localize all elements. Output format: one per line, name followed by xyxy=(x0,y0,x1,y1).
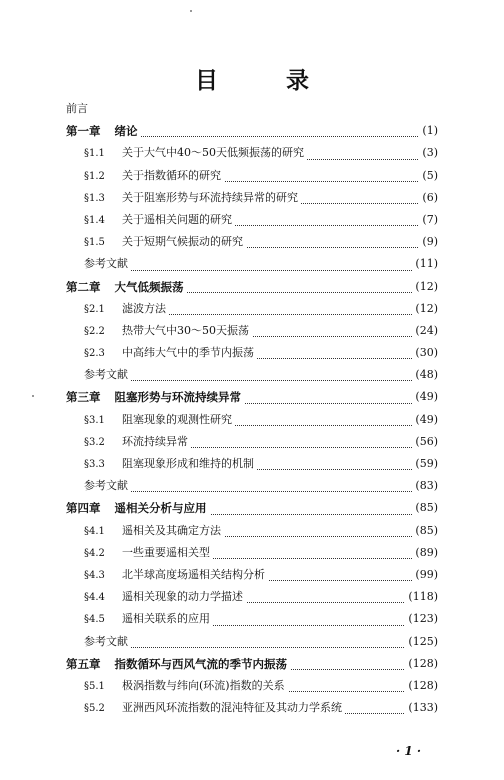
toc-entry-title xyxy=(66,231,246,254)
toc-preface-row xyxy=(66,98,438,120)
chapter-number: 第一章 xyxy=(66,124,101,139)
toc-section-row xyxy=(66,564,438,586)
page-number: · 1 · xyxy=(396,744,422,758)
toc-entry-text: 极涡指数与纬向(环流)指数的关系 xyxy=(122,678,285,692)
section-number: §4.5 xyxy=(84,614,105,626)
section-number: §1.3 xyxy=(84,192,105,204)
toc-entry-title xyxy=(66,453,257,476)
toc-page-number: (11) xyxy=(412,253,438,275)
toc-entry-title xyxy=(66,697,345,720)
toc-section-row xyxy=(66,542,438,564)
toc-entry-title xyxy=(66,475,131,497)
toc-section-row xyxy=(66,586,438,608)
toc-entry-text: 大气低频振荡 xyxy=(114,279,184,294)
section-number: §4.3 xyxy=(84,569,105,581)
toc-page-number: (118) xyxy=(405,586,438,608)
toc-entry-title xyxy=(66,409,235,432)
toc-section-row xyxy=(66,165,438,187)
toc-section-row xyxy=(66,298,438,320)
toc-entry-text: 亚洲西风环流指数的混沌特征及其动力学系统 xyxy=(122,701,342,715)
toc-entry-title xyxy=(66,276,187,298)
toc-page-number: (6) xyxy=(419,187,438,209)
toc-entry-title xyxy=(66,120,141,142)
toc-page-number: (56) xyxy=(412,431,438,453)
toc-page-number: (48) xyxy=(412,364,438,386)
toc-chapter-row xyxy=(66,276,438,298)
toc-page-number: (59) xyxy=(412,453,438,475)
toc-section-row xyxy=(66,431,438,453)
toc-entry-text: 阻塞现象形成和维持的机制 xyxy=(122,457,254,470)
chapter-number: 第五章 xyxy=(66,656,101,671)
toc-page-number: (85) xyxy=(412,497,438,519)
toc-section-row xyxy=(66,209,438,231)
scan-speck xyxy=(190,10,192,12)
toc-entry-text: 关于遥相关问题的研究 xyxy=(122,212,232,226)
toc-references-row xyxy=(66,475,438,497)
toc-entry-title xyxy=(66,298,169,321)
section-number: §1.5 xyxy=(84,237,105,249)
toc-chapter-row xyxy=(66,653,438,675)
toc-entry-text: 阻塞现象的观测性研究 xyxy=(122,412,232,426)
toc-section-row xyxy=(66,320,438,342)
section-number: §1.2 xyxy=(84,170,105,182)
toc-section-row xyxy=(66,675,438,697)
toc-page-number: (12) xyxy=(412,276,438,298)
toc-chapter-row xyxy=(66,386,438,408)
toc-entry-text: 遥相关及其确定方法 xyxy=(122,523,221,537)
toc-page-number: (123) xyxy=(405,608,438,630)
toc-page-number: (12) xyxy=(412,298,438,320)
toc-entry-title xyxy=(66,187,301,210)
toc-entry-text: 关于阻塞形势与环流持续异常的研究 xyxy=(122,190,298,204)
page-title: 目 录 xyxy=(194,68,339,94)
toc-entry-title xyxy=(66,320,252,343)
toc-page-number: (49) xyxy=(412,386,438,408)
toc-page-number: (128) xyxy=(405,675,438,697)
toc-entry-text: 北半球高度场遥相关结构分析 xyxy=(122,567,265,581)
section-number: §5.2 xyxy=(84,703,105,715)
toc-entry-title xyxy=(66,564,268,587)
toc-entry-title xyxy=(66,675,288,698)
chapter-number: 第三章 xyxy=(66,390,101,405)
toc-entry-text: 参考文献 xyxy=(84,634,128,648)
toc-entry-text: 绪论 xyxy=(114,124,138,139)
toc-entry-text: 关于指数循环的研究 xyxy=(122,168,221,182)
toc-entry-title xyxy=(66,631,131,653)
toc-entry-text: 关于大气中40～50天低频振荡的研究 xyxy=(122,146,304,160)
toc-entry-title xyxy=(66,431,191,454)
toc-section-row xyxy=(66,231,438,253)
toc-section-row xyxy=(66,453,438,475)
section-number: §3.3 xyxy=(84,459,105,470)
toc-entry-title xyxy=(66,386,244,408)
toc-entry-text: 遥相关分析与应用 xyxy=(114,501,207,516)
section-number: §3.1 xyxy=(84,414,105,426)
toc-references-row xyxy=(66,364,438,386)
chapter-number: 第四章 xyxy=(66,501,101,516)
toc-page-number: (7) xyxy=(419,209,438,231)
toc-section-row xyxy=(66,520,438,542)
section-number: §2.2 xyxy=(84,325,105,337)
toc-entry-title xyxy=(66,142,307,165)
toc-section-row xyxy=(66,608,438,630)
toc-entry-text: 参考文献 xyxy=(84,257,128,271)
section-number: §4.4 xyxy=(84,592,105,604)
toc-entry-text: 指数循环与西风气流的季节内振荡 xyxy=(114,656,287,671)
toc-section-row xyxy=(66,409,438,431)
toc-page-number: (9) xyxy=(419,231,438,253)
toc-entry-text: 中高纬大气中的季节内振荡 xyxy=(122,346,254,360)
toc-entry-title xyxy=(66,653,290,675)
section-number: §3.2 xyxy=(84,436,105,448)
toc-entry-title xyxy=(66,497,210,519)
toc-section-row xyxy=(66,187,438,209)
toc-section-row xyxy=(66,342,438,364)
toc-page-number: (128) xyxy=(405,653,438,675)
toc-entry-title xyxy=(66,98,91,120)
toc-page-number: (3) xyxy=(419,142,438,164)
toc-page-number: (85) xyxy=(412,520,438,542)
toc-entry-text: 前言 xyxy=(66,102,88,115)
toc-page-number: (24) xyxy=(412,320,438,342)
section-number: §4.1 xyxy=(84,525,105,537)
toc-entry-title xyxy=(66,342,257,365)
toc-entry-title xyxy=(66,364,131,386)
toc-entry-title xyxy=(66,542,213,565)
chapter-number: 第二章 xyxy=(66,279,101,294)
section-number: §5.1 xyxy=(84,680,105,692)
toc-page-number: (125) xyxy=(405,631,438,653)
toc-chapter-row xyxy=(66,120,438,142)
section-number: §1.1 xyxy=(84,148,105,160)
toc-entry-title xyxy=(66,165,224,188)
toc-entry-text: 热带大气中30～50天振荡 xyxy=(122,323,249,337)
toc-references-row xyxy=(66,631,438,653)
toc-page-number: (83) xyxy=(412,475,438,497)
toc-entry-title xyxy=(66,586,246,609)
table-of-contents xyxy=(66,98,438,719)
toc-entry-text: 参考文献 xyxy=(84,479,128,493)
toc-page-number: (1) xyxy=(419,120,438,142)
section-number: §2.3 xyxy=(84,348,105,360)
scan-speck xyxy=(32,395,34,397)
toc-page-number: (89) xyxy=(412,542,438,564)
toc-section-row xyxy=(66,142,438,164)
toc-entry-text: 滤波方法 xyxy=(122,301,166,315)
section-number: §1.4 xyxy=(84,214,105,226)
toc-entry-text: 遥相关现象的动力学描述 xyxy=(122,590,243,604)
section-number: §4.2 xyxy=(84,547,105,559)
toc-entry-text: 关于短期气候振动的研究 xyxy=(122,235,243,249)
toc-entry-text: 阻塞形势与环流持续异常 xyxy=(114,390,241,405)
toc-page-number: (5) xyxy=(419,165,438,187)
toc-page-number: (30) xyxy=(412,342,438,364)
toc-page-number: (99) xyxy=(412,564,438,586)
toc-references-row xyxy=(66,253,438,275)
toc-entry-title xyxy=(66,253,131,275)
toc-entry-title xyxy=(66,520,224,543)
toc-chapter-row xyxy=(66,497,438,519)
toc-page-number: (49) xyxy=(412,409,438,431)
toc-entry-title xyxy=(66,209,235,232)
toc-entry-text: 一些重要遥相关型 xyxy=(122,545,210,559)
toc-page-number: (133) xyxy=(405,697,438,719)
section-number: §2.1 xyxy=(84,303,105,315)
toc-entry-text: 环流持续异常 xyxy=(122,434,188,448)
toc-entry-title xyxy=(66,608,213,631)
toc-entry-text: 参考文献 xyxy=(84,368,128,382)
toc-entry-text: 遥相关联系的应用 xyxy=(122,612,210,626)
toc-section-row xyxy=(66,697,438,719)
